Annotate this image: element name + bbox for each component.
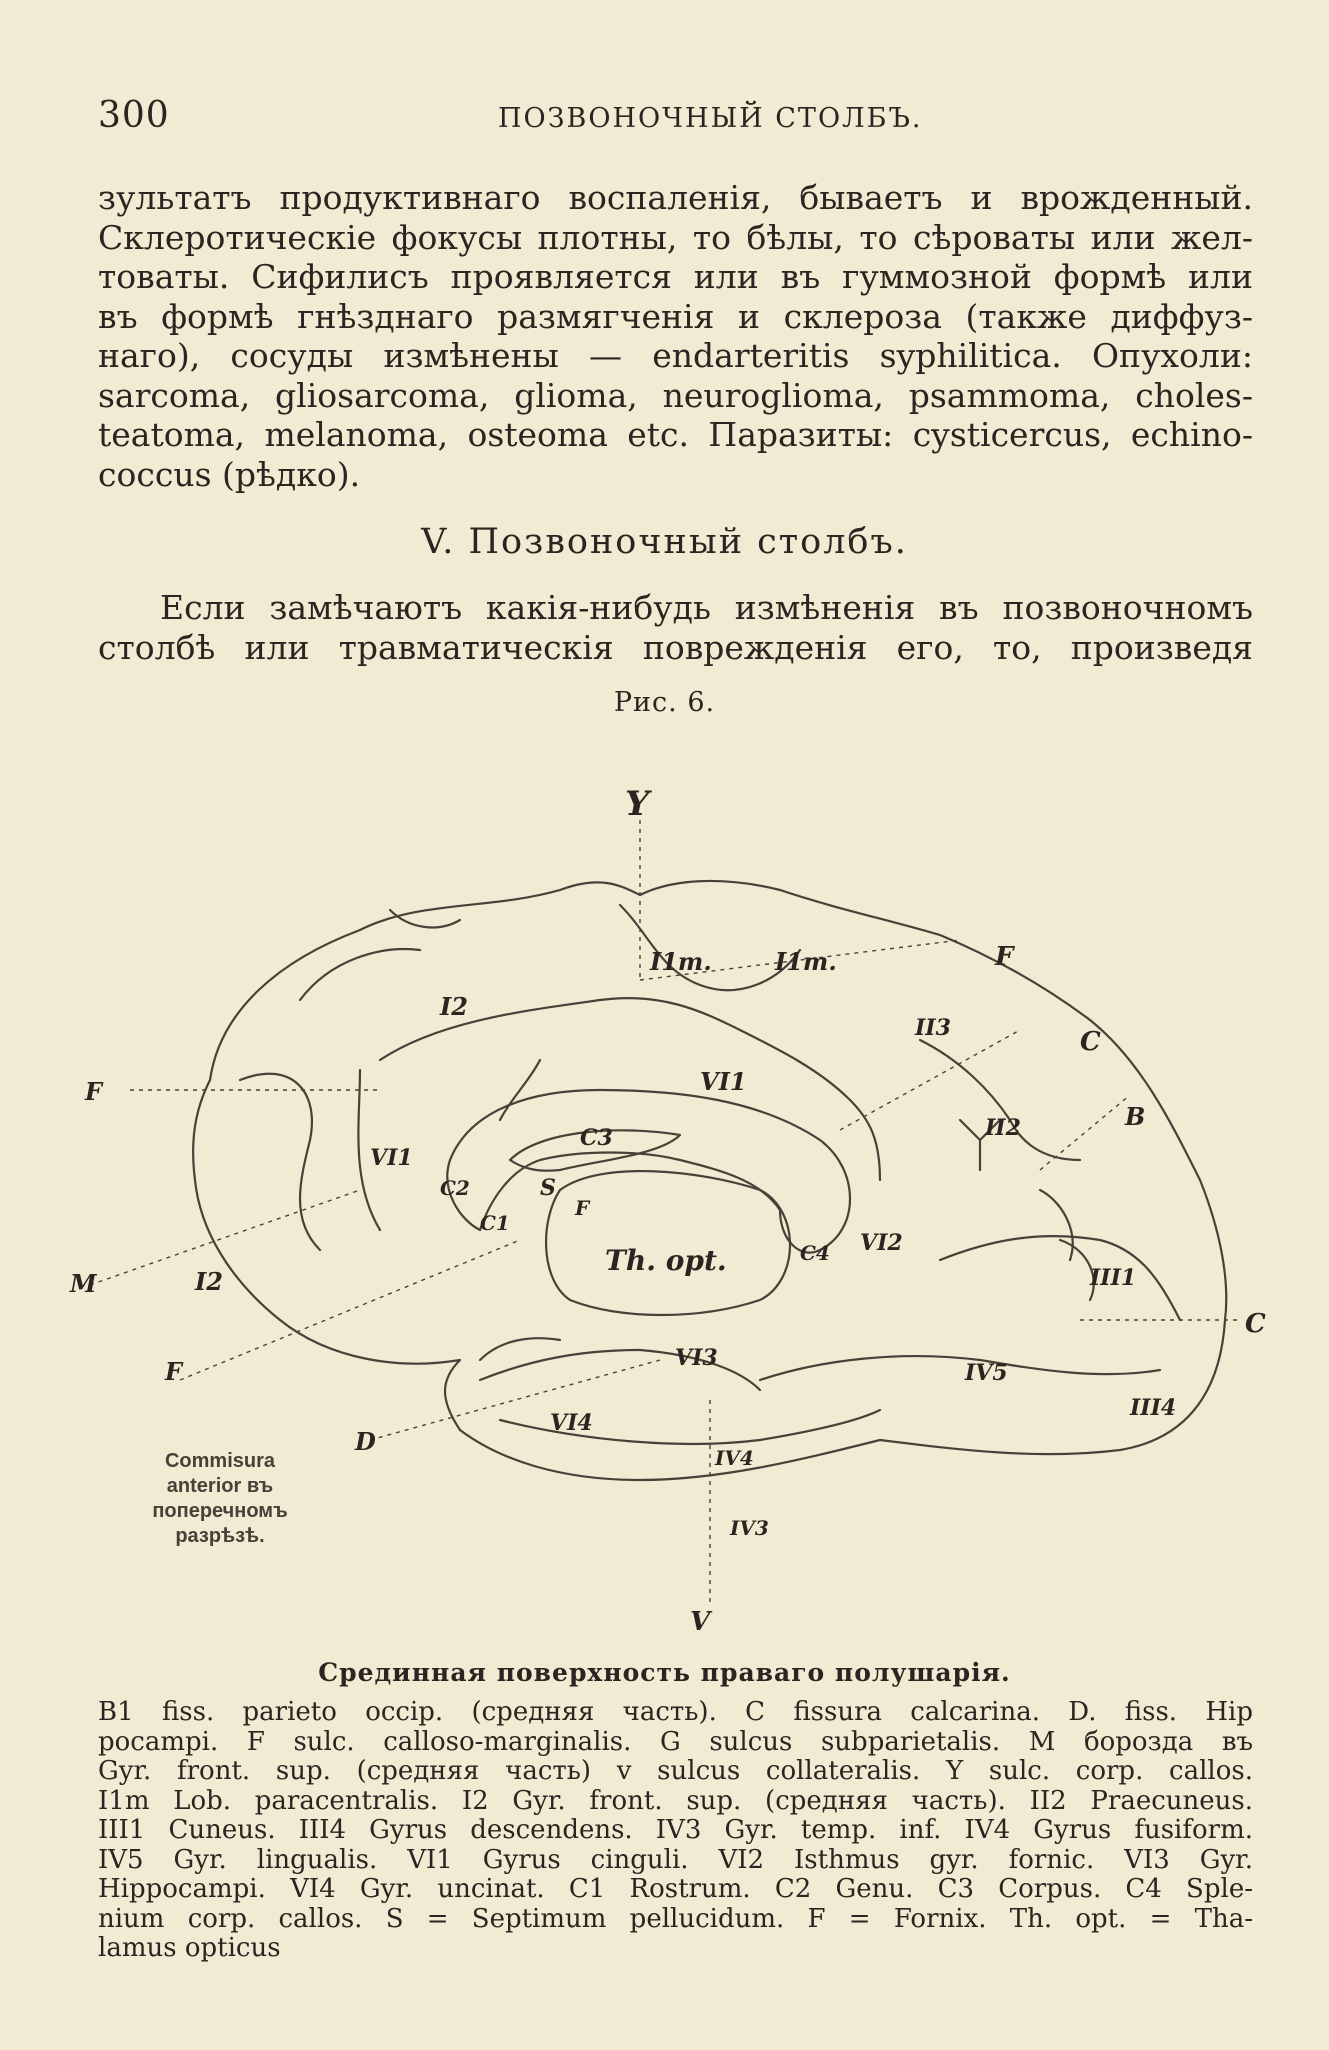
text-line: teatoma, melanoma, osteoma etc. Паразиты: cysticercus, echino- bbox=[98, 415, 1253, 454]
text-line: наго), сосуды измѣнены — endarteritis syphilitica. Опухоли: bbox=[98, 336, 1253, 375]
parieto-occipital bbox=[920, 1040, 1080, 1160]
legend-line: lamus opticus bbox=[98, 1933, 281, 1963]
label-II3: II3 bbox=[915, 1015, 951, 1041]
text-line: Если замѣчаютъ какія-нибудь измѣненія въ позвоночномъ bbox=[160, 588, 1253, 627]
text-line: coccus (рѣдко). bbox=[98, 454, 361, 494]
uncus-curve bbox=[480, 1338, 560, 1360]
label-D: D bbox=[355, 1427, 376, 1456]
label-C3: C3 bbox=[580, 1125, 613, 1151]
label-VI4: VI4 bbox=[550, 1410, 593, 1436]
hippocampal-sulcus bbox=[480, 1350, 760, 1390]
calcarine bbox=[940, 1236, 1180, 1320]
brain-diagram bbox=[60, 760, 1300, 1650]
text-line: Склеротическіе фокусы плотны, то бѣлы, то сѣроваты или жел- bbox=[98, 217, 1253, 257]
label-B1: B bbox=[1125, 1102, 1146, 1131]
text-line: товаты. Сифилисъ проявляется или въ гуммозной формѣ или bbox=[98, 257, 1253, 296]
intro-paragraph bbox=[98, 178, 1253, 494]
legend-line: Gyr. front. sup. (средняя часть) v sulcus collateralis. Y sulc. corp. callos. bbox=[98, 1756, 1253, 1786]
section-paragraph bbox=[98, 588, 1253, 667]
annotation-line-1: Commisura bbox=[164, 1450, 276, 1472]
label-S: S bbox=[540, 1175, 556, 1201]
label-C1-right: C bbox=[1080, 1027, 1101, 1057]
label-C4: C4 bbox=[800, 1241, 830, 1265]
legend-line: IV5 Gyr. lingualis. VI1 Gyrus cinguli. VI2 Isthmus gyr. fornic. VI3 Gyr. bbox=[98, 1844, 1253, 1875]
legend-line: B1 fiss. parieto occip. (средняя часть). C fissura calcarina. D. fiss. Hip bbox=[98, 1697, 1253, 1727]
label-I2-top: I2 bbox=[440, 992, 468, 1021]
label-F-inner: F bbox=[575, 1196, 590, 1220]
legend-line: III1 Cuneus. III4 Gyrus descendens. IV3 Gyr. temp. inf. IV4 Gyrus fusiform. bbox=[98, 1815, 1253, 1845]
sulcus-cuneus bbox=[1040, 1190, 1094, 1300]
figure-legend bbox=[98, 1698, 1253, 1964]
sulcus-upper-b bbox=[390, 910, 460, 927]
label-VI3: VI3 bbox=[675, 1345, 718, 1371]
legend-line: pocampi. F sulc. calloso-marginalis. G sulcus subparietalis. M борозда въ bbox=[98, 1726, 1253, 1757]
dashed-D bbox=[370, 1360, 660, 1440]
label-C1: C1 bbox=[480, 1211, 510, 1235]
running-head: ПОЗВОНОЧНЫЙ СТОЛБЪ. bbox=[498, 103, 923, 134]
annotation-line-4: разрѣзѣ. bbox=[175, 1525, 265, 1547]
brain-figure bbox=[60, 760, 1300, 1650]
collateral-sulcus bbox=[760, 1356, 1160, 1380]
label-Y: Y bbox=[625, 784, 650, 824]
label-V: V bbox=[690, 1607, 711, 1637]
page-number: 300 bbox=[98, 95, 170, 136]
label-IV3: IV3 bbox=[730, 1516, 769, 1540]
label-III4: III4 bbox=[1130, 1395, 1177, 1421]
label-M: M bbox=[70, 1269, 97, 1298]
label-I1m-a: I1m. bbox=[650, 947, 712, 976]
label-I2-front: I2 bbox=[195, 1267, 223, 1296]
section-title: V. Позвоночный столбъ. bbox=[421, 522, 908, 562]
legend-line: nium corp. callos. S = Septimum pellucidum. F = Fornix. Th. opt. = Tha- bbox=[98, 1903, 1253, 1934]
label-VI1-left: VI1 bbox=[370, 1145, 413, 1171]
label-II2: II2 bbox=[985, 1115, 1021, 1141]
label-III1: III1 bbox=[1090, 1265, 1137, 1291]
label-C2: C2 bbox=[440, 1176, 470, 1200]
figure-caption: Срединная поверхность праваго полушарія. bbox=[318, 1658, 1011, 1687]
legend-line: Hippocampi. VI4 Gyr. uncinat. C1 Rostrum. C2 Genu. C3 Corpus. C4 Sple- bbox=[98, 1874, 1253, 1904]
label-C-right: C bbox=[1245, 1309, 1266, 1339]
label-F-right: F bbox=[995, 942, 1014, 972]
sulcus-upper-d bbox=[500, 1060, 540, 1120]
annotation-line-3: поперечномъ bbox=[152, 1500, 288, 1522]
figure-label: Рис. 6. bbox=[613, 687, 716, 718]
label-IV4: IV4 bbox=[715, 1446, 754, 1470]
annotation-line-2: anterior въ bbox=[166, 1475, 274, 1497]
text-line: зультатъ продуктивнаго воспаленія, бываетъ и врожденный. bbox=[98, 178, 1253, 217]
dashed-F-bottom bbox=[180, 1240, 520, 1380]
label-F-left: F bbox=[85, 1077, 103, 1106]
sulcus-upper-a bbox=[300, 949, 420, 1000]
label-VI2: VI2 bbox=[860, 1230, 903, 1256]
page-header bbox=[98, 95, 1258, 145]
label-VI1-upper: VI1 bbox=[700, 1067, 747, 1096]
sulcus-front-a bbox=[240, 1074, 320, 1250]
dashed-M bbox=[90, 1190, 360, 1285]
text-line: въ формѣ гнѣзднаго размягченія и склероза (также диффуз- bbox=[98, 296, 1253, 336]
label-F-bottom: F bbox=[165, 1357, 183, 1386]
dashed-B1 bbox=[1040, 1095, 1130, 1170]
label-Th-opt: Th. opt. bbox=[605, 1244, 727, 1277]
label-IV5: IV5 bbox=[965, 1360, 1008, 1386]
text-line: sarcoma, gliosarcoma, glioma, neuroglioma, psammoma, choles- bbox=[98, 375, 1253, 415]
text-line: столбѣ или травматическія поврежденія его, то, произведя bbox=[98, 627, 1253, 667]
legend-line: I1m Lob. paracentralis. I2 Gyr. front. sup. (средняя часть). II2 Praecuneus. bbox=[98, 1785, 1253, 1816]
label-I1m-b: I1m. bbox=[775, 947, 837, 976]
